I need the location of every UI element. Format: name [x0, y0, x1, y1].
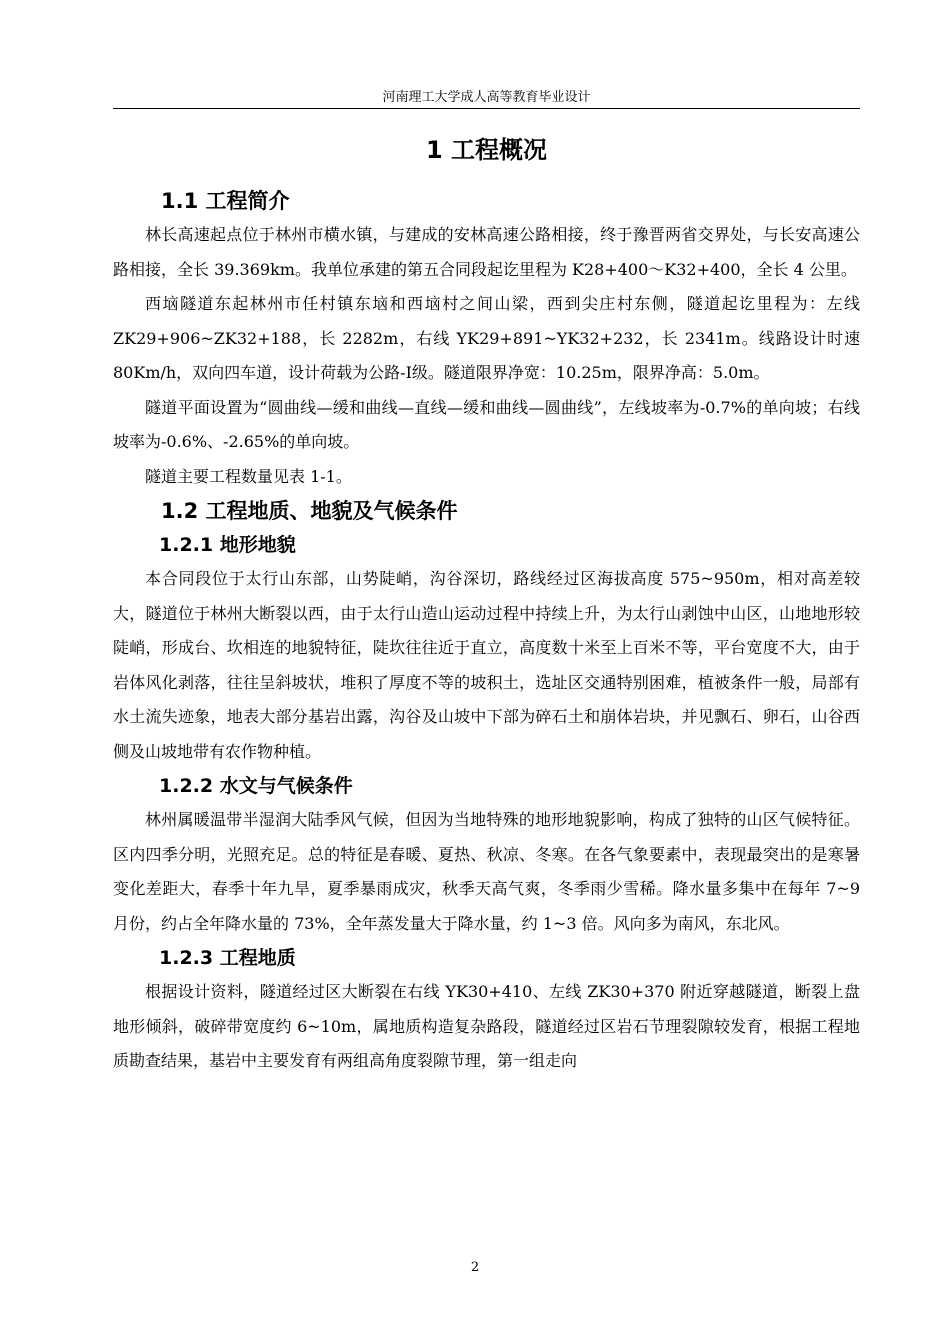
- section-1-2-3-title: 1.2.3 工程地质: [159, 947, 296, 969]
- section-1-2-3-paragraph: 根据设计资料，隧道经过区大断裂在右线 YK30+410、左线 ZK30+370 附近穿越隧道，断裂上盘地形倾斜，破碎带宽度约 6~10m，属地质构造复杂路段，隧道经过区岩石节理裂隙较发育，根据工程地质勘查结果，基岩中主要发育有两组高角度裂隙节理，第一组走向: [113, 982, 860, 1070]
- page-footer: [0, 1260, 950, 1275]
- section-1-1-paragraph-1: 林长高速起点位于林州市横水镇，与建成的安林高速公路相接，终于豫晋两省交界处，与长安高速公路相接，全长 39.369km。我单位承建的第五合同段起讫里程为 K28+400～K32+400，全长 4 公里。: [113, 225, 860, 279]
- page-header: [113, 88, 860, 109]
- section-1-1-paragraph-3: 隧道平面设置为“圆曲线—缓和曲线—直线—缓和曲线—圆曲线”，左线坡率为-0.7%的单向坡；右线坡率为-0.6%、-2.65%的单向坡。: [113, 397, 860, 451]
- section-1-1-title: 1.1 工程简介: [161, 189, 290, 213]
- section-1-2-title: 1.2 工程地质、地貌及气候条件: [161, 499, 458, 523]
- section-1-2-2-paragraph: 林州属暖温带半湿润大陆季风气候，但因为当地特殊的地形地貌影响，构成了独特的山区气候特征。区内四季分明，光照充足。总的特征是春暖、夏热、秋凉、冬寒。在各气象要素中，表现最突出的是寒暑变化差距大，春季十年九旱，夏季暴雨成灾，秋季天高气爽，冬季雨少雪稀。降水量多集中在每年 7~9 月份，约占全年降水量的 73%，全年蒸发量大于降水量，约 1~3 倍。风向多为南风，东北风。: [113, 810, 860, 933]
- section-1-1-paragraph-4: 隧道主要工程数量见表 1-1。: [145, 466, 352, 486]
- page-content: [113, 130, 860, 1079]
- chapter-title: 1 工程概况: [425, 136, 548, 164]
- page-number: 2: [470, 1260, 480, 1275]
- header-title: 河南理工大学成人高等教育毕业设计: [382, 90, 591, 105]
- section-1-2-2-title: 1.2.2 水文与气候条件: [159, 775, 353, 797]
- section-1-2-1-title: 1.2.1 地形地貌: [159, 534, 296, 556]
- section-1-2-1-paragraph: 本合同段位于太行山东部，山势陡峭，沟谷深切，路线经过区海拔高度 575~950m，相对高差较大，隧道位于林州大断裂以西，由于太行山造山运动过程中持续上升，为太行山剥蚀中山区，山地地形较陡峭，形成台、坎相连的地貌特征，陡坎往往近于直立，高度数十米至上百米不等，平台宽度不大，由于岩体风化剥落，往往呈斜坡状，堆积了厚度不等的坡积土，选址区交通特别困难，植被条件一般，局部有水土流失迹象，地表大部分基岩出露，沟谷及山坡中下部为碎石土和崩体岩块，并见飘石、卵石，山谷西侧及山坡地带有农作物种植。: [113, 569, 860, 761]
- section-1-1-paragraph-2: 西垴隧道东起林州市任村镇东垴和西垴村之间山梁，西到尖庄村东侧，隧道起讫里程为：左线 ZK29+906~ZK32+188，长 2282m，右线 YK29+891~YK32+232，长 2341m。线路设计时速 80Km/h，双向四车道，设计荷载为公路-Ⅰ级。隧道限界净宽：10.25m，限界净高：5.0m。: [113, 294, 860, 382]
